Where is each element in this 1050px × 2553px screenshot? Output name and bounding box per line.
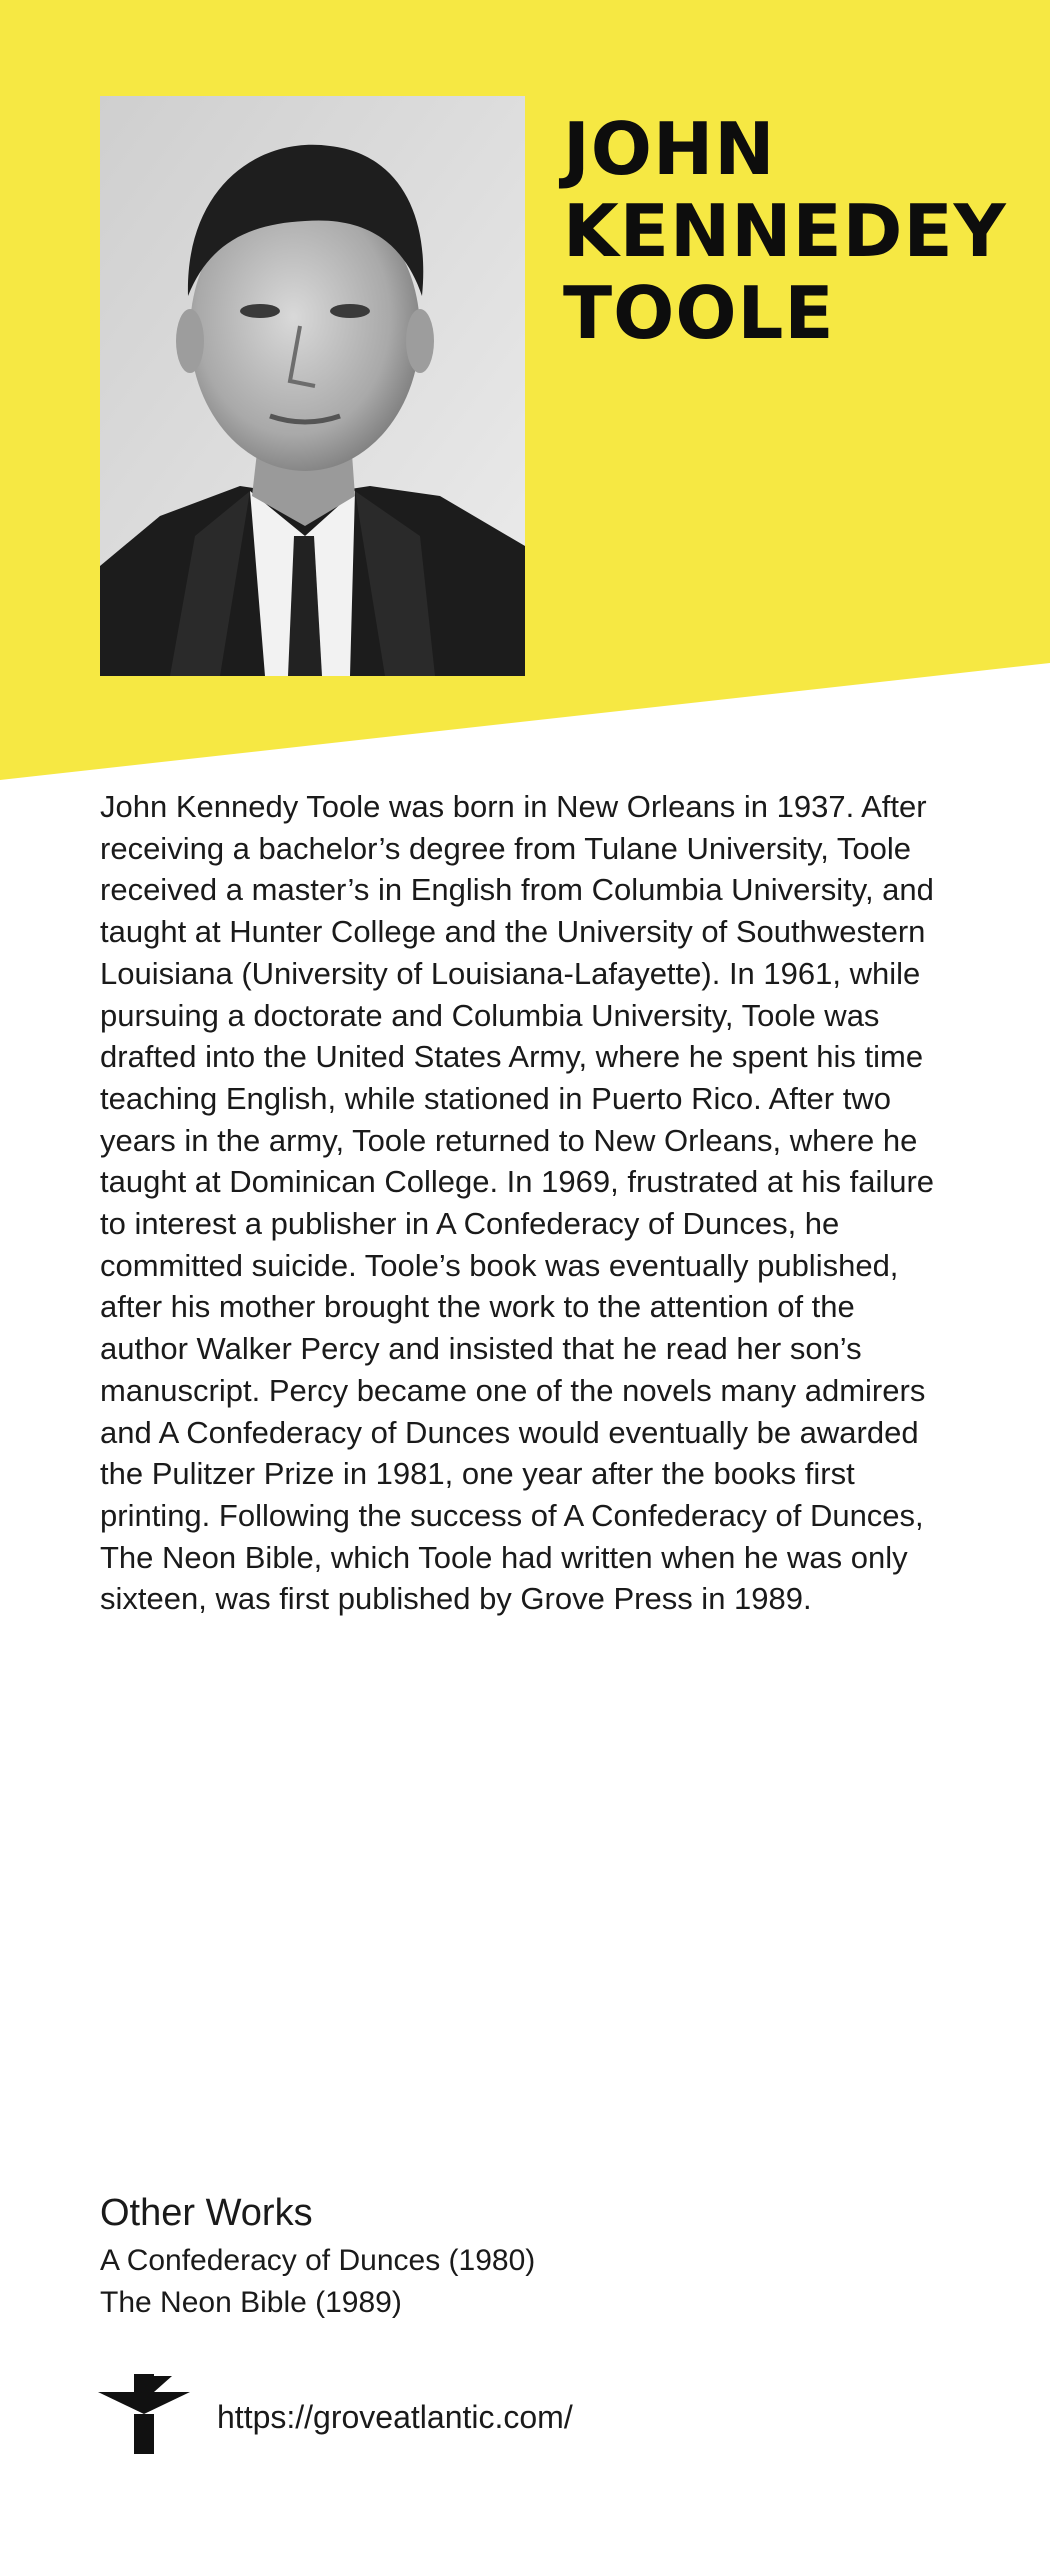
work-item: A Confederacy of Dunces (1980) (100, 2244, 536, 2277)
title-line-1: JOHN (563, 107, 776, 191)
other-works-list (100, 2240, 535, 2324)
other-works-heading: Other Works (100, 2192, 313, 2234)
author-portrait (100, 96, 525, 676)
publisher-logo-icon (98, 2374, 190, 2454)
work-item: The Neon Bible (1989) (100, 2286, 402, 2319)
title-line-3: TOOLE (563, 271, 835, 355)
publisher-website-link[interactable]: https://groveatlantic.com/ (217, 2399, 573, 2435)
title-line-2: KENNEDEY (563, 189, 1007, 273)
author-name-title (563, 108, 1033, 354)
biography-text: John Kennedy Toole was born in New Orleans in 1937. After receiving a bachelor’s degree from Tulane University, Toole received a master’s in English from Columbia University, and taught at Hunter College and the University of Southwestern Louisiana (University of Louisiana-Lafayette). In 1961, while pursuing a doctorate and Columbia University, Toole was drafted into the United States Army, where he spent his time teaching English, while stationed in Puerto Rico. After two years in the army, Toole returned to New Orleans, where he taught at Dominican College. In 1969, frustrated at his failure to interest a publisher in A Confederacy of Dunces, he committed suicide. Toole’s book was eventually published, after his mother brought the work to the attention of the author Walker Percy and insisted that he read her son’s manuscript. Percy became one of the novels many admirers and A Confederacy of Dunces would eventually be awarded the Pulitzer Prize in 1981, one year after the books first printing. Following the success of A Confederacy of Dunces, The Neon Bible, which Toole had written when he was only sixteen, was first published by Grove Press in 1989. (100, 789, 935, 1617)
